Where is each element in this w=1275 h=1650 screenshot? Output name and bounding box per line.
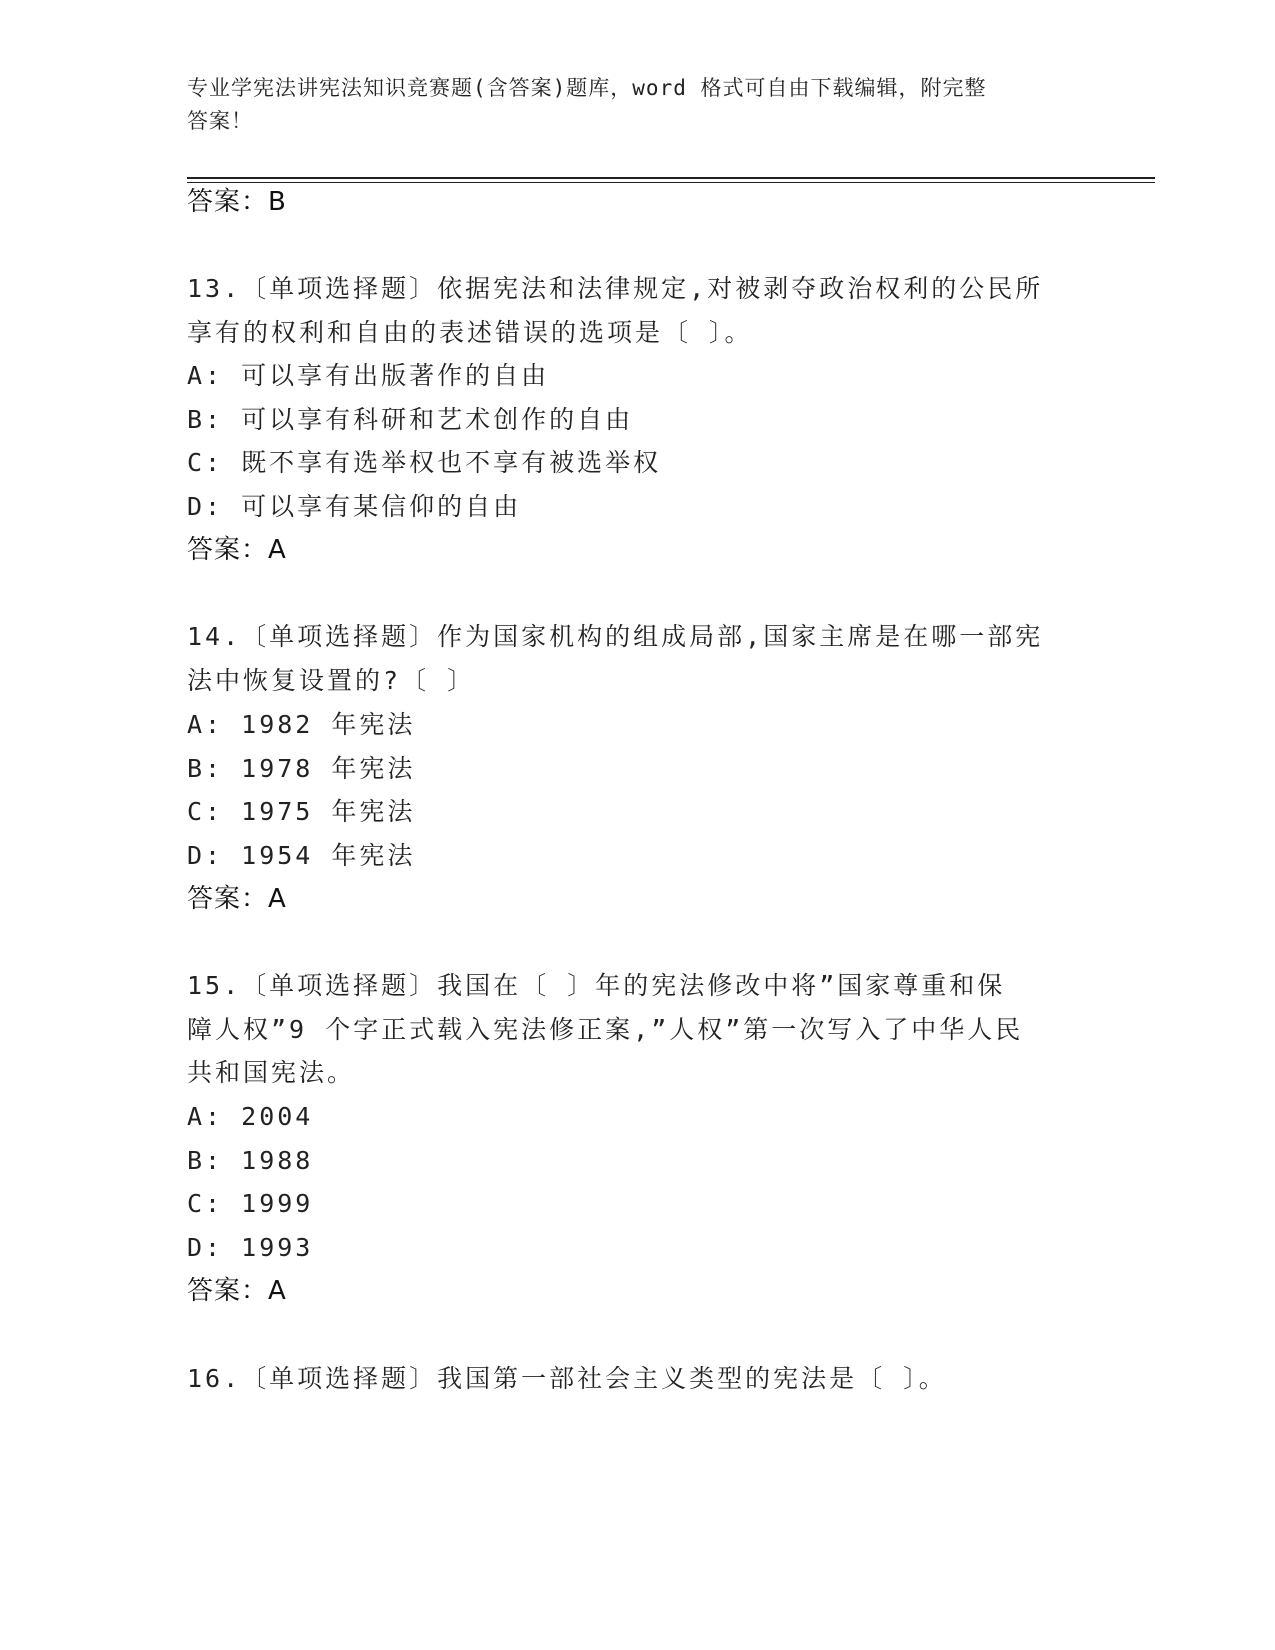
question-stem-line: 享有的权利和自由的表述错误的选项是〔 〕。 (187, 318, 753, 347)
answer-label-prev: 答案：B (187, 187, 287, 217)
header-divider-thick (187, 177, 1155, 179)
option-c: C: 1999 (187, 1189, 314, 1218)
question-stem-line: 15.〔单项选择题〕我国在〔 〕年的宪法修改中将”国家尊重和保 (187, 971, 1006, 1000)
option-d: D: 1993 (187, 1233, 314, 1262)
question-stem-line: 14.〔单项选择题〕作为国家机构的组成局部,国家主席是在哪一部宪 (187, 622, 1044, 651)
question-stem-line: 13.〔单项选择题〕依据宪法和法律规定,对被剥夺政治权利的公民所 (187, 274, 1044, 303)
document-header (187, 72, 1067, 138)
option-a: A: 可以享有出版著作的自由 (187, 361, 550, 390)
option-d: D: 1954 年宪法 (187, 841, 416, 870)
answer-label: 答案：A (187, 884, 287, 914)
option-b: B: 可以享有科研和艺术创作的自由 (187, 405, 634, 434)
header-divider-thin (187, 182, 1155, 183)
option-b: B: 1978 年宪法 (187, 754, 416, 783)
option-d: D: 可以享有某信仰的自由 (187, 492, 522, 521)
question-stem-line: 共和国宪法。 (187, 1058, 356, 1087)
question-stem-line: 16.〔单项选择题〕我国第一部社会主义类型的宪法是〔 〕。 (187, 1364, 947, 1393)
option-b: B: 1988 (187, 1146, 314, 1175)
header-line-1: 专业学宪法讲宪法知识竞赛题(含答案)题库，word 格式可自由下载编辑，附完整 (187, 76, 987, 100)
question-stem-line: 障人权”9 个字正式载入宪法修正案,”人权”第一次写入了中华人民 (187, 1015, 1024, 1044)
option-a: A: 1982 年宪法 (187, 710, 416, 739)
question-stem-line: 法中恢复设置的?〔 〕 (187, 666, 476, 695)
option-c: C: 既不享有选举权也不享有被选举权 (187, 448, 662, 477)
answer-label: 答案：A (187, 535, 287, 565)
option-a: A: 2004 (187, 1102, 314, 1131)
option-c: C: 1975 年宪法 (187, 797, 416, 826)
header-line-2: 答案！ (187, 109, 253, 133)
answer-label: 答案：A (187, 1276, 287, 1306)
